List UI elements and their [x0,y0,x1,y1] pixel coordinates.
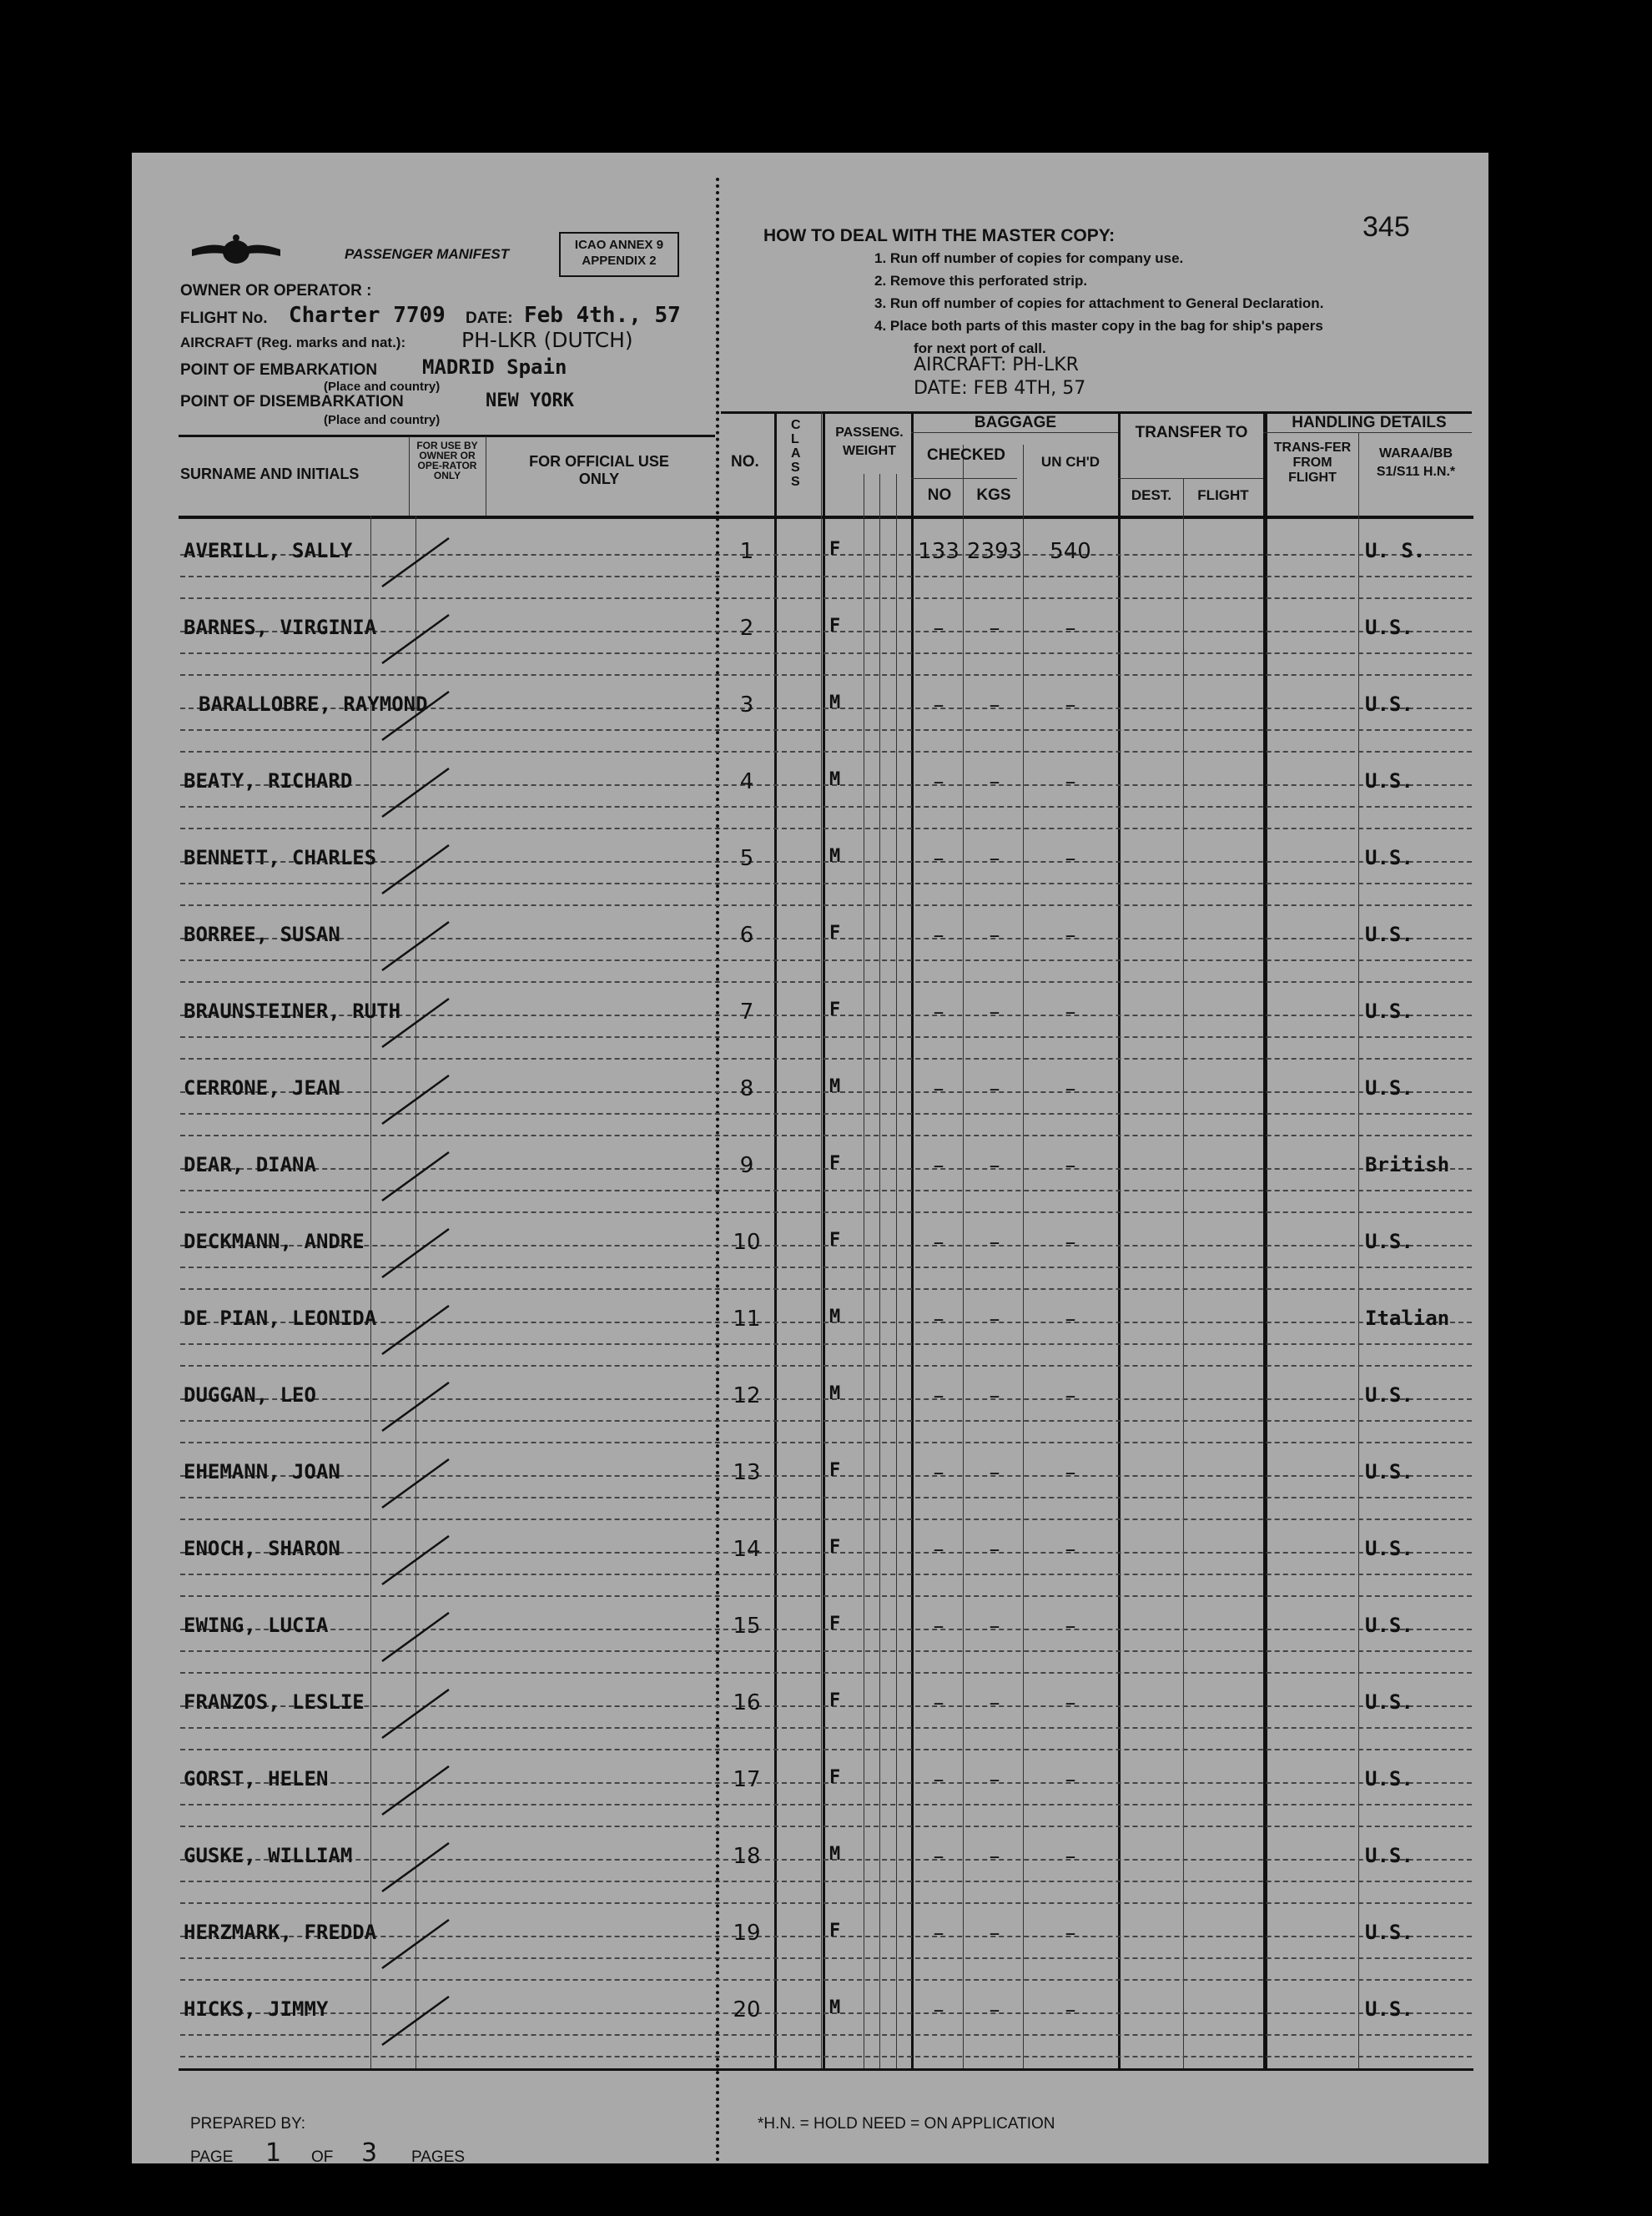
passenger-number: 18 [733,1844,761,1869]
baggage-count: – [933,1844,944,1869]
nationality: U.S. [1365,692,1413,716]
baggage-kgs: – [989,692,1000,718]
baggage-kgs: – [989,1767,1000,1792]
aircraft-value: PH-LKR (DUTCH) [461,328,633,352]
nationality: U.S. [1365,1230,1413,1253]
of-value: 3 [361,2138,378,2163]
baggage-kgs: – [989,1997,1000,2022]
passenger-sex: M [829,1383,841,1404]
baggage-count: 133 [918,539,959,564]
nationality: U. S. [1365,539,1426,562]
col-unchd: UN CH'D [1040,454,1100,470]
instruction-step-cont: for next port of call. [914,340,1046,356]
baggage-count: – [933,1383,944,1408]
passenger-name: AVERILL, SALLY [184,539,353,562]
passenger-name: ENOCH, SHARON [184,1537,340,1560]
col-checked: CHECKED [927,446,1005,464]
passenger-name: BENNETT, CHARLES [184,846,377,869]
baggage-unchecked: – [1065,1537,1076,1562]
baggage-kgs: – [989,1230,1000,1255]
baggage-kgs: – [989,1537,1000,1562]
baggage-kgs: – [989,1153,1000,1178]
nationality: U.S. [1365,1767,1413,1790]
baggage-count: – [933,1690,944,1715]
passenger-sex: F [829,1153,841,1174]
baggage-count: – [933,692,944,718]
flight-value: Charter 7709 [289,303,446,328]
form-title: PASSENGER MANIFEST [345,246,510,262]
passenger-name: BRAUNSTEINER, RUTH [184,1000,401,1023]
passenger-sex: F [829,1230,841,1251]
nationality: U.S. [1365,923,1413,946]
baggage-unchecked: – [1065,769,1076,794]
passenger-sex: F [829,1460,841,1481]
table-row [132,754,1488,831]
nationality: U.S. [1365,1997,1413,2021]
baggage-unchecked: – [1065,1921,1076,1946]
passenger-name: EHEMANN, JOAN [184,1460,340,1483]
baggage-unchecked: – [1065,1000,1076,1025]
baggage-count: – [933,1076,944,1101]
col-official: FOR OFFICIAL USE ONLY [529,453,669,487]
table-row [132,1675,1488,1752]
baggage-kgs: – [989,923,1000,948]
instruction-step: 2. Remove this perforated strip. [874,273,1088,289]
passenger-name: GORST, HELEN [184,1767,329,1790]
passenger-name: DEAR, DIANA [184,1153,316,1176]
passenger-sex: F [829,1537,841,1558]
baggage-kgs: – [989,1460,1000,1485]
baggage-count: – [933,846,944,871]
baggage-unchecked: – [1065,1153,1076,1178]
baggage-unchecked: 540 [1050,539,1091,564]
baggage-count: – [933,1997,944,2022]
passenger-number: 7 [739,1000,754,1025]
aircraft-label: AIRCRAFT (Reg. marks and nat.): [180,335,406,350]
disembarkation-value: NEW YORK [486,390,574,411]
baggage-kgs: – [989,769,1000,794]
table-row [132,1982,1488,2059]
col-handling: HANDLING DETAILS [1292,414,1447,431]
nationality: Italian [1365,1307,1450,1330]
disembarkation-label: POINT OF DISEMBARKATION [180,393,404,410]
owner-label: OWNER OR OPERATOR : [180,282,372,300]
col-transfer: TRANSFER TO [1135,424,1248,441]
date-label: DATE: [466,310,513,327]
table-row [132,1599,1488,1675]
baggage-kgs: – [989,846,1000,871]
passenger-name: BARALLOBRE, RAYMOND [199,692,428,716]
manifest-sheet [132,153,1488,2163]
table-row [132,831,1488,908]
passenger-sex: M [829,1844,841,1865]
baggage-count: – [933,1537,944,1562]
passenger-sex: M [829,1076,841,1097]
passenger-name: HERZMARK, FREDDA [184,1921,377,1944]
baggage-count: – [933,1000,944,1025]
baggage-unchecked: – [1065,1383,1076,1408]
baggage-unchecked: – [1065,1997,1076,2022]
passenger-sex: F [829,1614,841,1634]
passenger-sex: F [829,1767,841,1788]
baggage-kgs: – [989,1690,1000,1715]
flight-label: FLIGHT No. [180,310,268,327]
instruction-step: 1. Run off number of copies for company use. [874,250,1184,266]
col-bag-no: NO [927,486,952,504]
baggage-kgs: – [989,1076,1000,1101]
passenger-name: CERRONE, JEAN [184,1076,340,1100]
table-row [132,1522,1488,1599]
baggage-count: – [933,616,944,641]
passenger-number: 5 [739,846,754,871]
baggage-unchecked: – [1065,1076,1076,1101]
nationality: U.S. [1365,1690,1413,1714]
baggage-kgs: – [989,1000,1000,1025]
page-label: PAGE [190,2148,234,2163]
col-dest: DEST. [1131,487,1172,503]
baggage-kgs: – [989,1307,1000,1332]
passenger-sex: M [829,1307,841,1327]
icao-label: ICAO ANNEX 9 [574,238,664,252]
baggage-unchecked: – [1065,1690,1076,1715]
baggage-kgs: 2393 [966,539,1023,564]
hold-need-note: *H.N. = HOLD NEED = ON APPLICATION [758,2115,1055,2133]
baggage-count: – [933,1767,944,1792]
passenger-name: BEATY, RICHARD [184,769,353,793]
baggage-count: – [933,1460,944,1485]
nationality: U.S. [1365,1614,1413,1637]
passenger-sex: F [829,539,841,560]
passenger-number: 12 [733,1383,761,1408]
passenger-name: BORREE, SUSAN [184,923,340,946]
passenger-number: 14 [733,1537,761,1562]
nationality: U.S. [1365,616,1413,639]
passenger-sex: M [829,692,841,713]
table-row [132,1906,1488,1982]
instructions-title: HOW TO DEAL WITH THE MASTER COPY: [763,226,1116,245]
nationality: U.S. [1365,769,1413,793]
of-label: OF [311,2148,334,2163]
page-value: 1 [265,2138,282,2163]
table-row [132,1292,1488,1368]
table-row [132,601,1488,677]
baggage-count: – [933,1921,944,1946]
pages-label: PAGES [411,2148,466,2163]
baggage-count: – [933,1307,944,1332]
col-waraa: WARAA/BB S1/S11 H.N.* [1376,446,1456,479]
baggage-unchecked: – [1065,1230,1076,1255]
passenger-number: 3 [739,692,754,718]
passenger-number: 16 [733,1690,761,1715]
col-surname: SURNAME AND INITIALS [180,466,360,482]
instruction-step: 3. Run off number of copies for attachment to General Declaration. [874,295,1324,311]
table-row [132,1138,1488,1215]
passenger-name: EWING, LUCIA [184,1614,329,1637]
passenger-name: DE PIAN, LEONIDA [184,1307,377,1330]
baggage-unchecked: – [1065,923,1076,948]
baggage-unchecked: – [1065,846,1076,871]
passenger-number: 6 [739,923,754,948]
baggage-unchecked: – [1065,1614,1076,1639]
passenger-sex: M [829,1997,841,2018]
baggage-kgs: – [989,1844,1000,1869]
table-row [132,524,1488,601]
baggage-count: – [933,1614,944,1639]
baggage-unchecked: – [1065,1767,1076,1792]
nationality: U.S. [1365,846,1413,869]
nationality: U.S. [1365,1537,1413,1560]
embarkation-value: MADRID Spain [422,355,567,379]
passenger-name: BARNES, VIRGINIA [184,616,377,639]
passenger-name: DUGGAN, LEO [184,1383,316,1407]
page-number: 345 [1362,211,1410,243]
prepared-by-label: PREPARED BY: [190,2115,305,2133]
passenger-number: 19 [733,1921,761,1946]
col-class: CLASS [791,418,801,489]
nationality: U.S. [1365,1460,1413,1483]
baggage-unchecked: – [1065,692,1076,718]
baggage-unchecked: – [1065,616,1076,641]
passenger-sex: M [829,846,841,867]
baggage-kgs: – [989,1614,1000,1639]
passenger-sex: F [829,1921,841,1942]
nationality: U.S. [1365,1000,1413,1023]
passenger-sex: F [829,923,841,944]
aircraft-note: AIRCRAFT: PH-LKR [914,355,1079,375]
table-row [132,677,1488,754]
instruction-step: 4. Place both parts of this master copy in the bag for ship's papers [874,318,1323,334]
appendix-label: APPENDIX 2 [582,254,657,268]
baggage-count: – [933,769,944,794]
col-weight: PASSENG. WEIGHT [835,426,904,458]
col-baggage: BAGGAGE [974,414,1057,431]
passenger-sex: M [829,769,841,790]
embarkation-label: POINT OF EMBARKATION [180,361,378,379]
col-kgs: KGS [976,486,1011,504]
table-row [132,1445,1488,1522]
passenger-number: 11 [733,1307,761,1332]
passenger-rows [132,153,1488,2163]
col-no: NO. [731,453,759,471]
table-row [132,1215,1488,1292]
passenger-number: 20 [733,1997,761,2022]
passenger-number: 15 [733,1614,761,1639]
passenger-number: 8 [739,1076,754,1101]
baggage-count: – [933,1153,944,1178]
passenger-sex: F [829,1690,841,1711]
baggage-kgs: – [989,616,1000,641]
table-row [132,1368,1488,1445]
nationality: U.S. [1365,1076,1413,1100]
table-row [132,1061,1488,1138]
passenger-number: 2 [739,616,754,641]
baggage-unchecked: – [1065,1460,1076,1485]
passenger-name: DECKMANN, ANDRE [184,1230,365,1253]
passenger-number: 13 [733,1460,761,1485]
col-owner-use: FOR USE BY OWNER OR OPE-RATOR ONLY [416,440,478,481]
place-note-1: (Place and country) [324,380,441,394]
table-row [132,1829,1488,1906]
nationality: British [1365,1153,1450,1176]
passenger-name: FRANZOS, LESLIE [184,1690,365,1714]
passenger-number: 9 [739,1153,754,1178]
col-flight: FLIGHT [1197,487,1249,503]
nationality: U.S. [1365,1844,1413,1867]
baggage-kgs: – [989,1921,1000,1946]
passenger-number: 1 [739,539,754,564]
passenger-number: 4 [739,769,754,794]
table-row [132,1752,1488,1829]
date-note: DATE: FEB 4TH, 57 [914,378,1086,399]
baggage-unchecked: – [1065,1307,1076,1332]
nationality: U.S. [1365,1383,1413,1407]
passenger-name: GUSKE, WILLIAM [184,1844,353,1867]
passenger-number: 10 [733,1230,761,1255]
baggage-count: – [933,1230,944,1255]
baggage-count: – [933,923,944,948]
nationality: U.S. [1365,1921,1413,1944]
place-note-2: (Place and country) [324,413,441,427]
baggage-unchecked: – [1065,1844,1076,1869]
passenger-sex: F [829,1000,841,1020]
passenger-sex: F [829,616,841,637]
date-value: Feb 4th., 57 [524,303,681,328]
passenger-number: 17 [733,1767,761,1792]
table-row [132,985,1488,1061]
table-row [132,908,1488,985]
baggage-kgs: – [989,1383,1000,1408]
passenger-name: HICKS, JIMMY [184,1997,329,2021]
col-transfer-from: TRANS-FER FROM FLIGHT [1273,441,1352,485]
